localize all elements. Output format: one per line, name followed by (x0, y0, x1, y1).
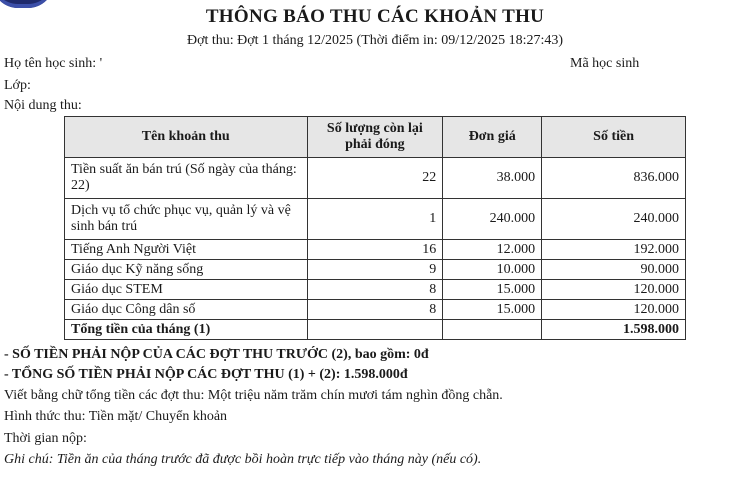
fee-amount: 240.000 (542, 199, 686, 240)
amount-in-words: Viết bằng chữ tổng tiền các đợt thu: Một triệu năm trăm chín mươi tám nghìn đồng chẵn. (4, 388, 503, 403)
previous-due-line: - SỐ TIỀN PHẢI NỘP CỦA CÁC ĐỢT THU TRƯỚC (2), bao gồm: 0đ (4, 347, 429, 362)
fee-price: 240.000 (443, 199, 542, 240)
fees-table (64, 116, 686, 340)
class-label: Lớp: (4, 78, 31, 93)
collection-period: Đợt thu: Đợt 1 tháng 12/2025 (Thời điểm in: 09/12/2025 18:27:43) (186, 33, 564, 48)
table-row (65, 260, 686, 280)
grand-total-line: - TỔNG SỐ TIỀN PHẢI NỘP CÁC ĐỢT THU (1) + (2): 1.598.000đ (4, 367, 408, 382)
table-row (65, 280, 686, 300)
total-row (65, 320, 686, 340)
fee-name: Giáo dục STEM (65, 280, 308, 300)
fee-name: Dịch vụ tổ chức phục vụ, quản lý và vệ sinh bán trú (65, 199, 308, 240)
fee-price: 15.000 (443, 300, 542, 320)
fee-amount: 120.000 (542, 300, 686, 320)
fee-price: 38.000 (443, 158, 542, 199)
page-title: THÔNG BÁO THU CÁC KHOẢN THU (205, 6, 545, 27)
total-amount: 1.598.000 (542, 320, 686, 340)
column-header: Số tiền (542, 117, 686, 158)
fee-amount: 836.000 (542, 158, 686, 199)
fee-qty: 9 (307, 260, 443, 280)
column-header: Đơn giá (443, 117, 542, 158)
fee-amount: 120.000 (542, 280, 686, 300)
fee-qty: 16 (307, 240, 443, 260)
empty-cell (443, 320, 542, 340)
table-row (65, 158, 686, 199)
table-header-row (65, 117, 686, 158)
fee-name: Tiếng Anh Người Việt (65, 240, 308, 260)
fee-price: 12.000 (443, 240, 542, 260)
content-label: Nội dung thu: (4, 98, 82, 113)
table-row (65, 300, 686, 320)
fee-qty: 1 (307, 199, 443, 240)
table-row (65, 240, 686, 260)
fee-qty: 8 (307, 280, 443, 300)
empty-cell (307, 320, 443, 340)
fee-amount: 90.000 (542, 260, 686, 280)
note-line: Ghi chú: Tiền ăn của tháng trước đã được bồi hoàn trực tiếp vào tháng này (nếu có). (4, 452, 482, 467)
fee-name: Tiền suất ăn bán trú (Số ngày của tháng: 22) (65, 158, 308, 199)
total-label: Tổng tiền của tháng (1) (65, 320, 308, 340)
table-row (65, 199, 686, 240)
fee-qty: 22 (307, 158, 443, 199)
fee-name: Giáo dục Kỹ năng sống (65, 260, 308, 280)
fee-amount: 192.000 (542, 240, 686, 260)
payment-method: Hình thức thu: Tiền mặt/ Chuyển khoản (4, 409, 228, 424)
student-name-label: Họ tên học sinh: ' (4, 56, 103, 71)
fee-name: Giáo dục Công dân số (65, 300, 308, 320)
column-header: Số lượng còn lại phải đóng (307, 117, 443, 158)
fee-price: 15.000 (443, 280, 542, 300)
fee-price: 10.000 (443, 260, 542, 280)
student-code-label: Mã học sinh (570, 56, 640, 71)
column-header: Tên khoản thu (65, 117, 308, 158)
payment-time: Thời gian nộp: (4, 431, 87, 446)
fee-qty: 8 (307, 300, 443, 320)
